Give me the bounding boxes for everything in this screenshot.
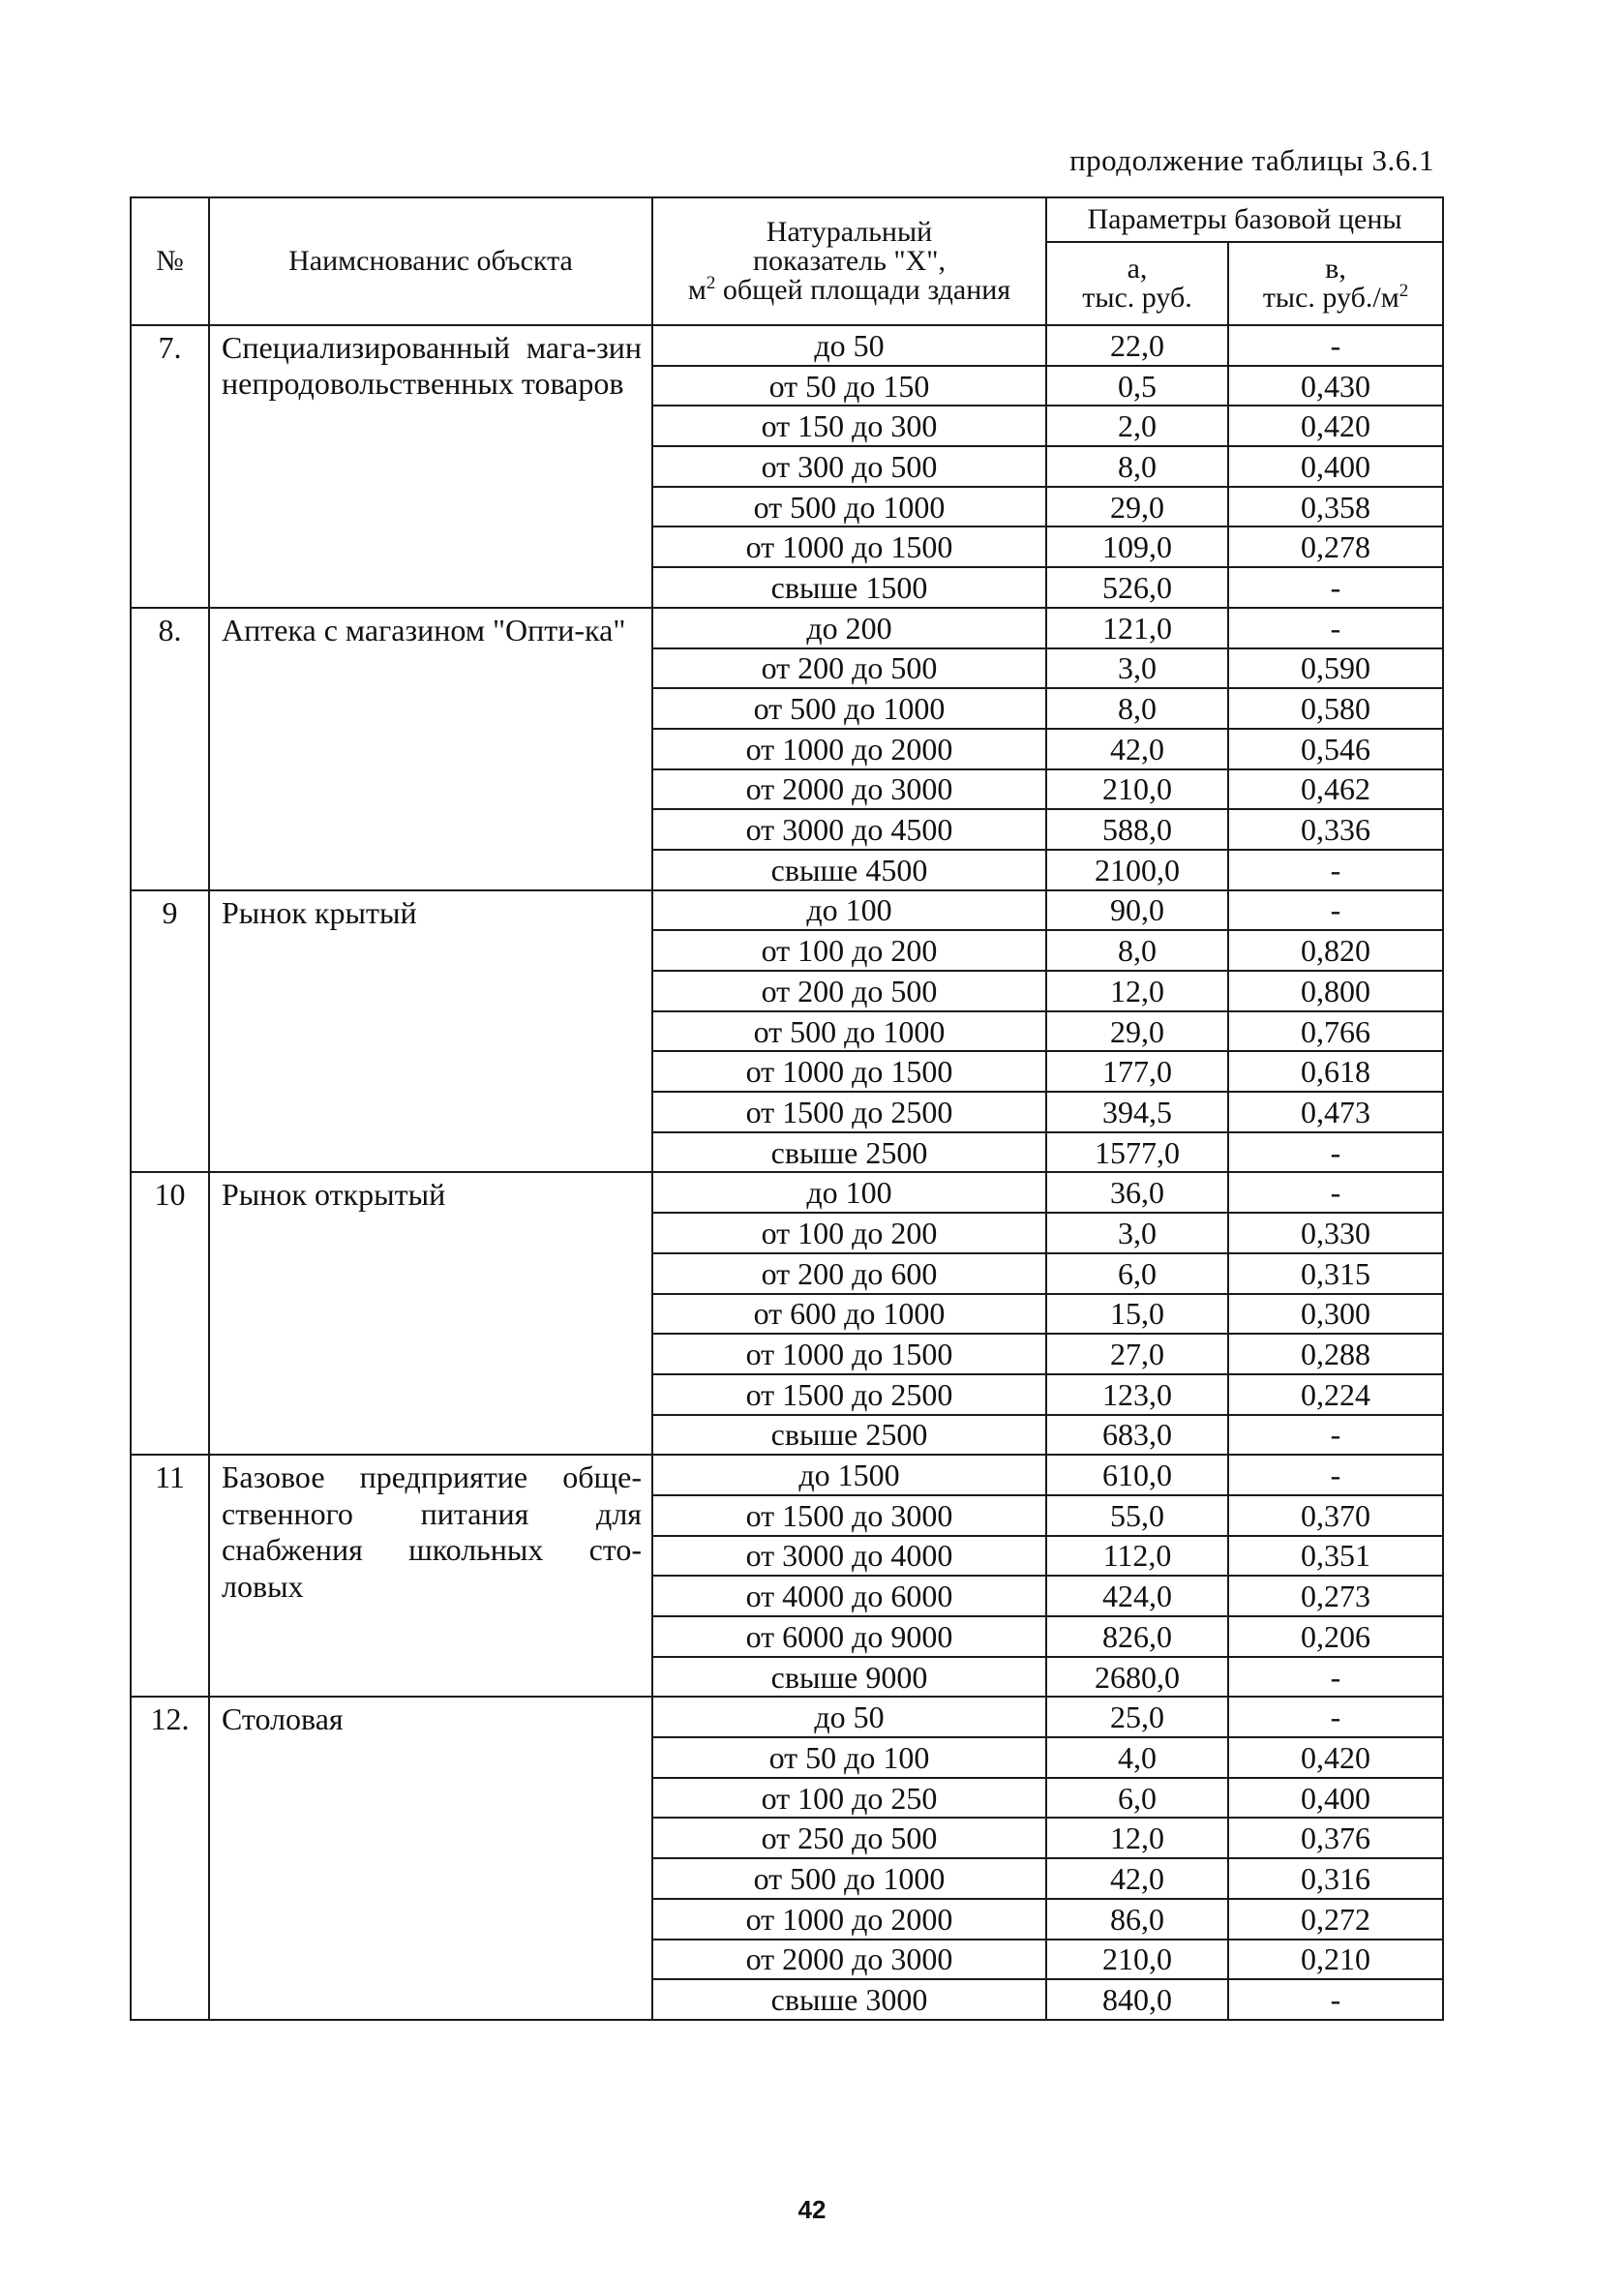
table-row	[131, 608, 1443, 648]
area-range: от 500 до 1000	[652, 1011, 1046, 1052]
header-param-b-unit: тыс. руб./м	[1262, 282, 1399, 314]
area-range: от 100 до 200	[652, 1213, 1046, 1253]
param-b-value: -	[1228, 567, 1443, 608]
area-range: от 500 до 1000	[652, 1858, 1046, 1899]
area-range: до 50	[652, 325, 1046, 366]
param-b-value: 0,351	[1228, 1536, 1443, 1577]
param-b-value: 0,618	[1228, 1051, 1443, 1092]
param-a-value: 588,0	[1046, 809, 1228, 850]
param-a-value: 55,0	[1046, 1495, 1228, 1536]
area-range: до 100	[652, 1172, 1046, 1213]
area-range: до 100	[652, 890, 1046, 931]
param-a-value: 394,5	[1046, 1092, 1228, 1132]
table-continuation-label: продолжение таблицы 3.6.1	[1069, 143, 1434, 177]
param-a-value: 210,0	[1046, 1940, 1228, 1980]
param-a-value: 683,0	[1046, 1415, 1228, 1456]
param-a-value: 42,0	[1046, 1858, 1228, 1899]
header-indicator-line1: Натуральный	[766, 216, 933, 248]
table-row	[131, 1172, 1443, 1213]
param-b-value: 0,430	[1228, 366, 1443, 406]
param-b-value: 0,210	[1228, 1940, 1443, 1980]
header-param-b-label: в,	[1325, 253, 1346, 285]
param-b-value: 0,300	[1228, 1294, 1443, 1335]
param-a-value: 29,0	[1046, 1011, 1228, 1052]
param-b-value: 0,462	[1228, 769, 1443, 810]
param-a-value: 86,0	[1046, 1899, 1228, 1940]
area-range: от 1500 до 2500	[652, 1374, 1046, 1415]
area-range: от 1000 до 1500	[652, 1051, 1046, 1092]
area-range: от 100 до 250	[652, 1778, 1046, 1819]
header-indicator-line3	[653, 273, 1045, 306]
param-a-value: 90,0	[1046, 890, 1228, 931]
area-range: от 6000 до 9000	[652, 1616, 1046, 1657]
param-b-value: 0,400	[1228, 1778, 1443, 1819]
param-a-value: 1577,0	[1046, 1132, 1228, 1173]
param-a-value: 840,0	[1046, 1979, 1228, 2020]
object-number: 10	[131, 1172, 209, 1455]
header-param-b-unit-line	[1229, 281, 1442, 314]
header-indicator-line2: показатель "X",	[752, 245, 947, 277]
param-b-value: 0,315	[1228, 1253, 1443, 1294]
header-indicator-text: общей площади здания	[722, 274, 1011, 306]
param-b-value: 0,473	[1228, 1092, 1443, 1132]
param-b-value: -	[1228, 325, 1443, 366]
area-range: до 200	[652, 608, 1046, 648]
param-a-value: 12,0	[1046, 971, 1228, 1011]
param-b-value: 0,590	[1228, 648, 1443, 689]
area-range: от 200 до 500	[652, 971, 1046, 1011]
param-b-value: -	[1228, 890, 1443, 931]
area-range: от 200 до 500	[652, 648, 1046, 689]
header-param-a-unit: тыс. руб.	[1082, 282, 1192, 314]
object-name: Столовая	[209, 1697, 652, 2020]
param-b-value: 0,288	[1228, 1334, 1443, 1374]
param-b-value: 0,272	[1228, 1899, 1443, 1940]
price-parameters-table	[130, 196, 1444, 2021]
area-range: от 2000 до 3000	[652, 769, 1046, 810]
param-a-value: 8,0	[1046, 930, 1228, 971]
header-param-b-unit-sup: 2	[1398, 281, 1409, 301]
param-b-value: 0,400	[1228, 446, 1443, 487]
area-range: от 300 до 500	[652, 446, 1046, 487]
param-a-value: 29,0	[1046, 487, 1228, 527]
param-a-value: 27,0	[1046, 1334, 1228, 1374]
param-b-value: 0,820	[1228, 930, 1443, 971]
param-a-value: 8,0	[1046, 688, 1228, 729]
param-b-value: 0,370	[1228, 1495, 1443, 1536]
object-name: Базовое предприятие обще-ственного питания для снабжения школьных сто-ловых	[209, 1455, 652, 1697]
area-range: от 1000 до 2000	[652, 729, 1046, 769]
param-b-value: -	[1228, 608, 1443, 648]
param-b-value: 0,206	[1228, 1616, 1443, 1657]
param-b-value: 0,316	[1228, 1858, 1443, 1899]
param-b-value: 0,766	[1228, 1011, 1443, 1052]
table-row	[131, 325, 1443, 366]
param-a-value: 210,0	[1046, 769, 1228, 810]
param-a-value: 424,0	[1046, 1576, 1228, 1616]
area-range: от 4000 до 6000	[652, 1576, 1046, 1616]
param-a-value: 3,0	[1046, 1213, 1228, 1253]
area-range: свыше 2500	[652, 1415, 1046, 1456]
param-b-value: -	[1228, 1455, 1443, 1495]
area-range: от 3000 до 4500	[652, 809, 1046, 850]
header-base-price-params: Параметры базовой цены	[1046, 197, 1443, 242]
param-b-value: 0,273	[1228, 1576, 1443, 1616]
area-range: свыше 3000	[652, 1979, 1046, 2020]
area-range: от 1000 до 1500	[652, 526, 1046, 567]
param-a-value: 2,0	[1046, 406, 1228, 446]
area-range: от 1500 до 3000	[652, 1495, 1046, 1536]
area-range: от 1000 до 1500	[652, 1334, 1046, 1374]
area-range: от 2000 до 3000	[652, 1940, 1046, 1980]
area-range: от 3000 до 4000	[652, 1536, 1046, 1577]
header-param-a	[1046, 242, 1228, 325]
param-a-value: 121,0	[1046, 608, 1228, 648]
param-b-value: 0,546	[1228, 729, 1443, 769]
area-range: свыше 9000	[652, 1657, 1046, 1698]
area-range: от 50 до 100	[652, 1737, 1046, 1778]
param-b-value: -	[1228, 850, 1443, 890]
param-a-value: 22,0	[1046, 325, 1228, 366]
param-b-value: -	[1228, 1172, 1443, 1213]
area-range: от 100 до 200	[652, 930, 1046, 971]
param-a-value: 826,0	[1046, 1616, 1228, 1657]
object-number: 12.	[131, 1697, 209, 2020]
header-param-a-label: а,	[1127, 253, 1148, 285]
param-a-value: 526,0	[1046, 567, 1228, 608]
area-range: от 1500 до 2500	[652, 1092, 1046, 1132]
param-b-value: 0,336	[1228, 809, 1443, 850]
area-range: до 1500	[652, 1455, 1046, 1495]
param-b-value: -	[1228, 1657, 1443, 1698]
param-a-value: 109,0	[1046, 526, 1228, 567]
object-number: 9	[131, 890, 209, 1173]
header-natural-indicator	[652, 197, 1046, 325]
header-param-b	[1228, 242, 1443, 325]
area-range: свыше 2500	[652, 1132, 1046, 1173]
table-body	[131, 325, 1443, 2020]
header-number: №	[131, 197, 209, 325]
param-a-value: 3,0	[1046, 648, 1228, 689]
table-row	[131, 890, 1443, 931]
param-b-value: 0,224	[1228, 1374, 1443, 1415]
param-a-value: 123,0	[1046, 1374, 1228, 1415]
param-b-value: -	[1228, 1979, 1443, 2020]
area-range: от 250 до 500	[652, 1818, 1046, 1858]
area-range: от 50 до 150	[652, 366, 1046, 406]
table-row	[131, 1697, 1443, 1737]
object-number: 8.	[131, 608, 209, 890]
object-name: Аптека с магазином "Опти-ка"	[209, 608, 652, 890]
header-indicator-unit: м	[687, 274, 707, 306]
param-b-value: 0,376	[1228, 1818, 1443, 1858]
area-range: от 500 до 1000	[652, 688, 1046, 729]
page-number: 42	[797, 2195, 827, 2224]
param-a-value: 112,0	[1046, 1536, 1228, 1577]
area-range: от 600 до 1000	[652, 1294, 1046, 1335]
param-b-value: -	[1228, 1132, 1443, 1173]
table-row	[131, 1455, 1443, 1495]
area-range: свыше 4500	[652, 850, 1046, 890]
object-name: Специализированный мага-зин непродовольственных товаров	[209, 325, 652, 608]
area-range: от 200 до 600	[652, 1253, 1046, 1294]
param-a-value: 177,0	[1046, 1051, 1228, 1092]
param-b-value: 0,800	[1228, 971, 1443, 1011]
area-range: свыше 1500	[652, 567, 1046, 608]
param-a-value: 2680,0	[1046, 1657, 1228, 1698]
param-a-value: 8,0	[1046, 446, 1228, 487]
param-a-value: 610,0	[1046, 1455, 1228, 1495]
param-a-value: 6,0	[1046, 1778, 1228, 1819]
param-b-value: 0,580	[1228, 688, 1443, 729]
header-indicator-unit-sup: 2	[706, 273, 716, 293]
object-name: Рынок крытый	[209, 890, 652, 1173]
area-range: от 1000 до 2000	[652, 1899, 1046, 1940]
param-a-value: 4,0	[1046, 1737, 1228, 1778]
param-b-value: 0,330	[1228, 1213, 1443, 1253]
param-b-value: -	[1228, 1415, 1443, 1456]
object-name: Рынок открытый	[209, 1172, 652, 1455]
param-a-value: 15,0	[1046, 1294, 1228, 1335]
area-range: до 50	[652, 1697, 1046, 1737]
param-a-value: 0,5	[1046, 366, 1228, 406]
object-number: 7.	[131, 325, 209, 608]
param-b-value: 0,278	[1228, 526, 1443, 567]
param-a-value: 36,0	[1046, 1172, 1228, 1213]
area-range: от 150 до 300	[652, 406, 1046, 446]
param-b-value: 0,358	[1228, 487, 1443, 527]
param-b-value: 0,420	[1228, 1737, 1443, 1778]
param-a-value: 12,0	[1046, 1818, 1228, 1858]
param-b-value: 0,420	[1228, 406, 1443, 446]
param-a-value: 25,0	[1046, 1697, 1228, 1737]
header-object-name: Наимснованис объскта	[209, 197, 652, 325]
param-a-value: 42,0	[1046, 729, 1228, 769]
param-a-value: 2100,0	[1046, 850, 1228, 890]
param-a-value: 6,0	[1046, 1253, 1228, 1294]
area-range: от 500 до 1000	[652, 487, 1046, 527]
object-number: 11	[131, 1455, 209, 1697]
param-b-value: -	[1228, 1697, 1443, 1737]
table-header	[131, 197, 1443, 325]
